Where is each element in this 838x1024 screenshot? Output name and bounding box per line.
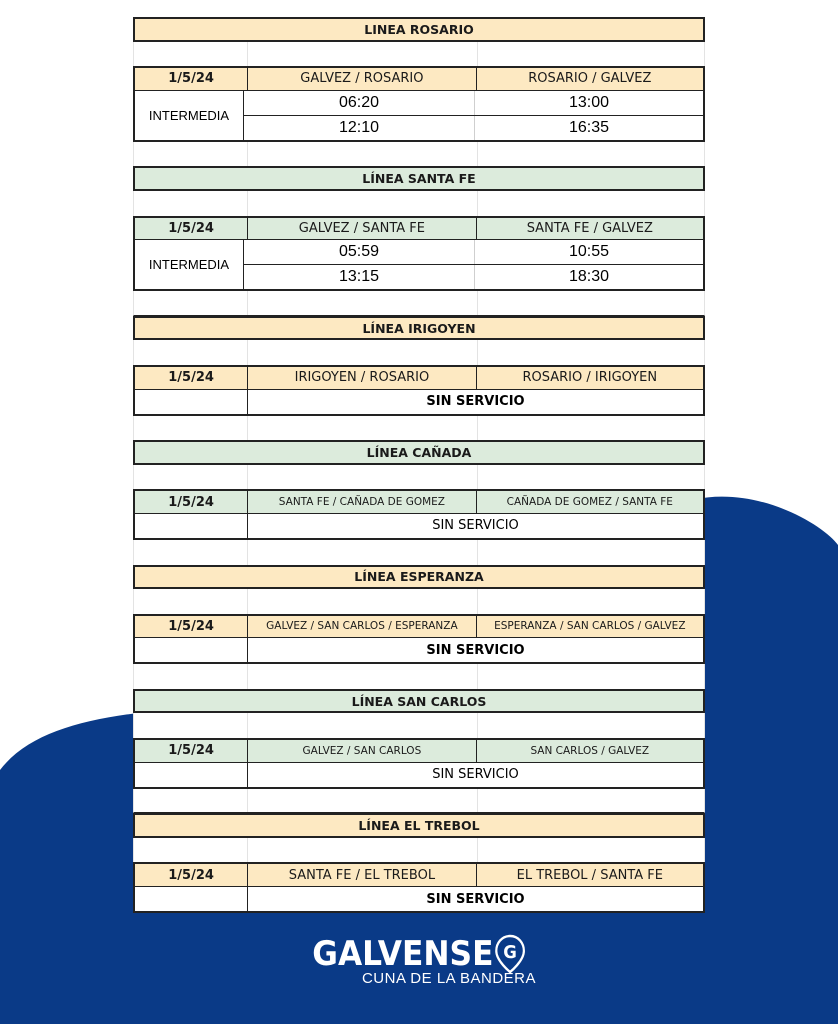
direction-outbound: SANTA FE / CAÑADA DE GOMEZ <box>247 491 475 513</box>
spacer-row <box>133 340 705 365</box>
header-row-irigoyen <box>133 365 705 390</box>
service-status: SIN SERVICIO <box>426 394 525 410</box>
direction-return: EL TREBOL / SANTA FE <box>476 864 703 886</box>
date-cell: 1/5/24 <box>168 494 214 510</box>
header-row-esperanza <box>133 614 705 639</box>
spacer-row <box>133 42 705 67</box>
time-row <box>244 115 703 140</box>
spacer-row <box>133 664 705 689</box>
time-row <box>244 264 703 289</box>
spacer-row <box>133 142 705 167</box>
section-title-irigoyen: LÍNEA IRIGOYEN <box>133 316 705 341</box>
departure-time: 16:35 <box>474 116 703 140</box>
direction-outbound: GALVEZ / SAN CARLOS / ESPERANZA <box>247 616 475 638</box>
empty-cell <box>135 763 248 787</box>
section-title-canada: LÍNEA CAÑADA <box>133 440 705 465</box>
logo-tagline: CUNA DE LA BANDERA <box>361 970 537 987</box>
date-cell: 1/5/24 <box>168 220 214 236</box>
empty-cell <box>135 514 248 538</box>
service-type-label: INTERMEDIA <box>135 240 244 289</box>
direction-return: ESPERANZA / SAN CARLOS / GALVEZ <box>476 616 703 638</box>
section-title-esperanza: LÍNEA ESPERANZA <box>133 565 705 590</box>
header-row-san-carlos <box>133 738 705 763</box>
header-row-canada <box>133 489 705 514</box>
date-cell: 1/5/24 <box>168 867 214 883</box>
time-row <box>244 91 703 115</box>
spacer-row <box>133 465 705 490</box>
service-status: SIN SERVICIO <box>426 891 525 907</box>
direction-return: CAÑADA DE GOMEZ / SANTA FE <box>476 491 703 513</box>
spacer-row <box>133 291 705 316</box>
direction-return: ROSARIO / IRIGOYEN <box>476 367 703 389</box>
header-row-el-trebol <box>133 862 705 887</box>
spacer-row <box>133 589 705 614</box>
service-type-label: INTERMEDIA <box>135 91 244 140</box>
time-row <box>244 240 703 264</box>
departure-time: 12:10 <box>338 118 380 136</box>
spacer-row <box>133 838 705 863</box>
times-block-santa-fe <box>133 240 705 291</box>
spacer-row <box>133 713 705 738</box>
direction-outbound: GALVEZ / ROSARIO <box>247 68 475 90</box>
logo-emblem-letter: G <box>503 942 517 964</box>
direction-outbound: SANTA FE / EL TREBOL <box>247 864 475 886</box>
departure-time: 13:15 <box>338 268 380 286</box>
date-cell: 1/5/24 <box>168 618 214 634</box>
header-row-santa-fe <box>133 216 705 241</box>
service-status: SIN SERVICIO <box>426 642 525 658</box>
departure-time: 10:55 <box>474 240 703 264</box>
schedule-table <box>133 17 705 913</box>
times-block-rosario <box>133 91 705 142</box>
section-title-san-carlos: LÍNEA SAN CARLOS <box>133 689 705 714</box>
departure-time: 13:00 <box>474 91 703 115</box>
logo-wordmark: GALVENSE <box>312 934 494 974</box>
status-block-el-trebol <box>133 887 705 913</box>
empty-cell <box>135 638 248 662</box>
section-title-el-trebol: LÍNEA EL TREBOL <box>133 813 705 838</box>
direction-return: SANTA FE / GALVEZ <box>476 218 703 240</box>
date-cell: 1/5/24 <box>168 370 214 386</box>
status-block-esperanza <box>133 638 705 664</box>
departure-time: 18:30 <box>474 265 703 289</box>
empty-cell <box>135 390 248 414</box>
direction-return: SAN CARLOS / GALVEZ <box>476 740 703 762</box>
departure-time: 05:59 <box>338 243 380 261</box>
direction-outbound: IRIGOYEN / ROSARIO <box>247 367 475 389</box>
map-pin-icon <box>494 934 525 974</box>
spacer-row <box>133 416 705 441</box>
section-title-rosario: LINEA ROSARIO <box>133 17 705 42</box>
spacer-row <box>133 540 705 565</box>
header-row-rosario <box>133 66 705 91</box>
service-status: SIN SERVICIO <box>432 767 519 783</box>
status-block-canada <box>133 514 705 540</box>
date-cell: 1/5/24 <box>168 71 214 87</box>
service-status: SIN SERVICIO <box>432 518 519 534</box>
direction-outbound: GALVEZ / SAN CARLOS <box>247 740 475 762</box>
spacer-row <box>133 191 705 216</box>
status-block-irigoyen <box>133 390 705 416</box>
date-cell: 1/5/24 <box>168 743 214 759</box>
status-block-san-carlos <box>133 763 705 789</box>
galvense-logo <box>0 934 838 987</box>
spacer-row <box>133 789 705 814</box>
empty-cell <box>135 887 248 911</box>
direction-outbound: GALVEZ / SANTA FE <box>247 218 475 240</box>
direction-return: ROSARIO / GALVEZ <box>476 68 703 90</box>
section-title-santa-fe: LÍNEA SANTA FE <box>133 166 705 191</box>
departure-time: 06:20 <box>338 93 380 111</box>
